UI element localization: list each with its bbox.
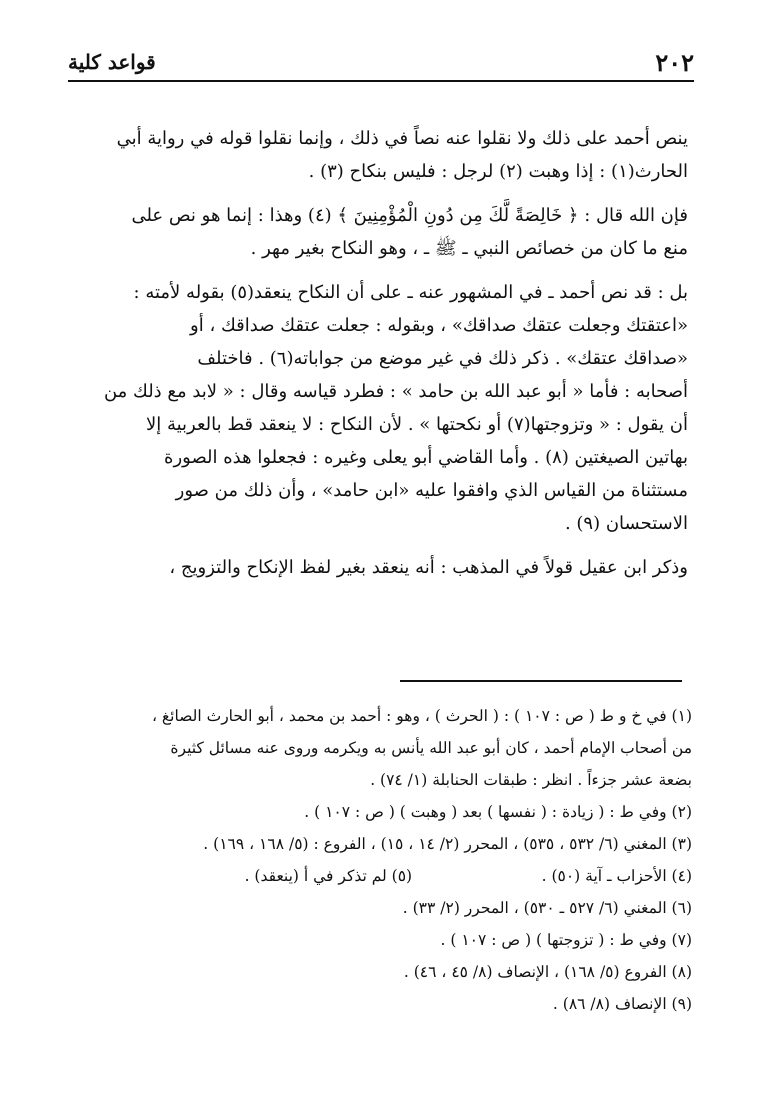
text-line: «صداقك عتقك» . ذكر ذلك في غير موضع من جواباته(٦) . فاختلف	[197, 348, 688, 369]
footnote-row	[70, 860, 692, 892]
page-header	[68, 48, 694, 78]
text-line: بهاتين الصيغتين (٨) . وأما القاضي أبو يعلى وغيره : فجعلوا هذه الصورة	[164, 447, 688, 468]
main-text	[74, 122, 688, 595]
footnote-9: (٩) الإنصاف (٨/ ٨٦) .	[552, 995, 692, 1013]
header-rule	[68, 80, 694, 82]
text-line: مستثناة من القياس الذي وافقوا عليه «ابن حامد» ، وأن ذلك من صور	[175, 480, 688, 501]
text-line: فإن الله قال : ﴿ خَالِصَةً لَّكَ مِن دُونِ الْمُؤْمِنِينَ ﴾ (٤) وهذا : إنما هو نص على	[131, 205, 688, 226]
text-line: منع ما كان من خصائص النبي ـ ﷺ ـ ، وهو النكاح بغير مهر .	[250, 238, 688, 259]
footnote-7: (٧) وفي ط : ( تزوجتها ) ( ص : ١٠٧ ) .	[440, 931, 692, 949]
footnote-3: (٣) المغني (٦/ ٥٣٢ ، ٥٣٥) ، المحرر (٢/ ١٤ ، ١٥) ، الفروع : (٥/ ١٦٨ ، ١٦٩) .	[203, 835, 692, 853]
footnote-separator	[400, 680, 682, 682]
text-line: بل : قد نص أحمد ـ في المشهور عنه ـ على أن النكاح ينعقد(٥) بقوله لأمته :	[133, 282, 688, 303]
paragraph	[74, 122, 688, 188]
paragraph	[74, 276, 688, 540]
paragraph	[74, 551, 688, 584]
footnote-5: (٥) لم تذكر في أ (ينعقد) .	[244, 867, 413, 885]
text-line: الحارث(١) : إذا وهبت (٢) لرجل : فليس بنكاح (٣) .	[308, 161, 688, 182]
footnote-line: من أصحاب الإمام أحمد ، كان أبو عبد الله يأنس به ويكرمه وروى عنه مسائل كثيرة	[170, 739, 692, 757]
page-number: ٢٠٢	[655, 48, 694, 77]
text-line: أن يقول : « وتزوجتها(٧) أو نكحتها » . لأن النكاح : لا ينعقد قط بالعربية إلا	[145, 414, 688, 435]
footnotes	[70, 700, 692, 1020]
footnote-line: (١) في خ و ط ( ص : ١٠٧ ) : ( الحرث ) ، وهو : أحمد بن محمد ، أبو الحارث الصائغ ،	[151, 707, 692, 725]
text-line: أصحابه : فأما « أبو عبد الله بن حامد » : فطرد قياسه وقال : « لابد مع ذلك من	[103, 381, 688, 402]
paragraph	[74, 199, 688, 265]
text-line: الاستحسان (٩) .	[564, 513, 688, 534]
text-line: ينص أحمد على ذلك ولا نقلوا عنه نصاً في ذلك ، وإنما نقلوا قوله في رواية أبي	[116, 128, 688, 149]
footnote-1	[70, 700, 692, 796]
running-title: قواعد كلية	[68, 50, 156, 74]
footnote-4: (٤) الأحزاب ـ آية (٥٠) .	[541, 867, 692, 885]
footnote-6: (٦) المغني (٦/ ٥٢٧ ـ ٥٣٠) ، المحرر (٢/ ٣٣) .	[402, 899, 692, 917]
text-line: وذكر ابن عقيل قولاً في المذهب : أنه ينعقد بغير لفظ الإنكاح والتزويج ،	[169, 557, 688, 578]
footnote-line: بضعة عشر جزءاً . انظر : طبقات الحنابلة (١/ ٧٤) .	[370, 771, 692, 789]
text-line: «اعتقتك وجعلت عتقك صداقك» ، وبقوله : جعلت عتقك صداقك ، أو	[190, 315, 688, 336]
footnote-8: (٨) الفروع (٥/ ١٦٨) ، الإنصاف (٨/ ٤٥ ، ٤٦) .	[403, 963, 692, 981]
footnote-2: (٢) وفي ط : ( زيادة : ( نفسها ) بعد ( وهبت ) ( ص : ١٠٧ ) .	[304, 803, 692, 821]
